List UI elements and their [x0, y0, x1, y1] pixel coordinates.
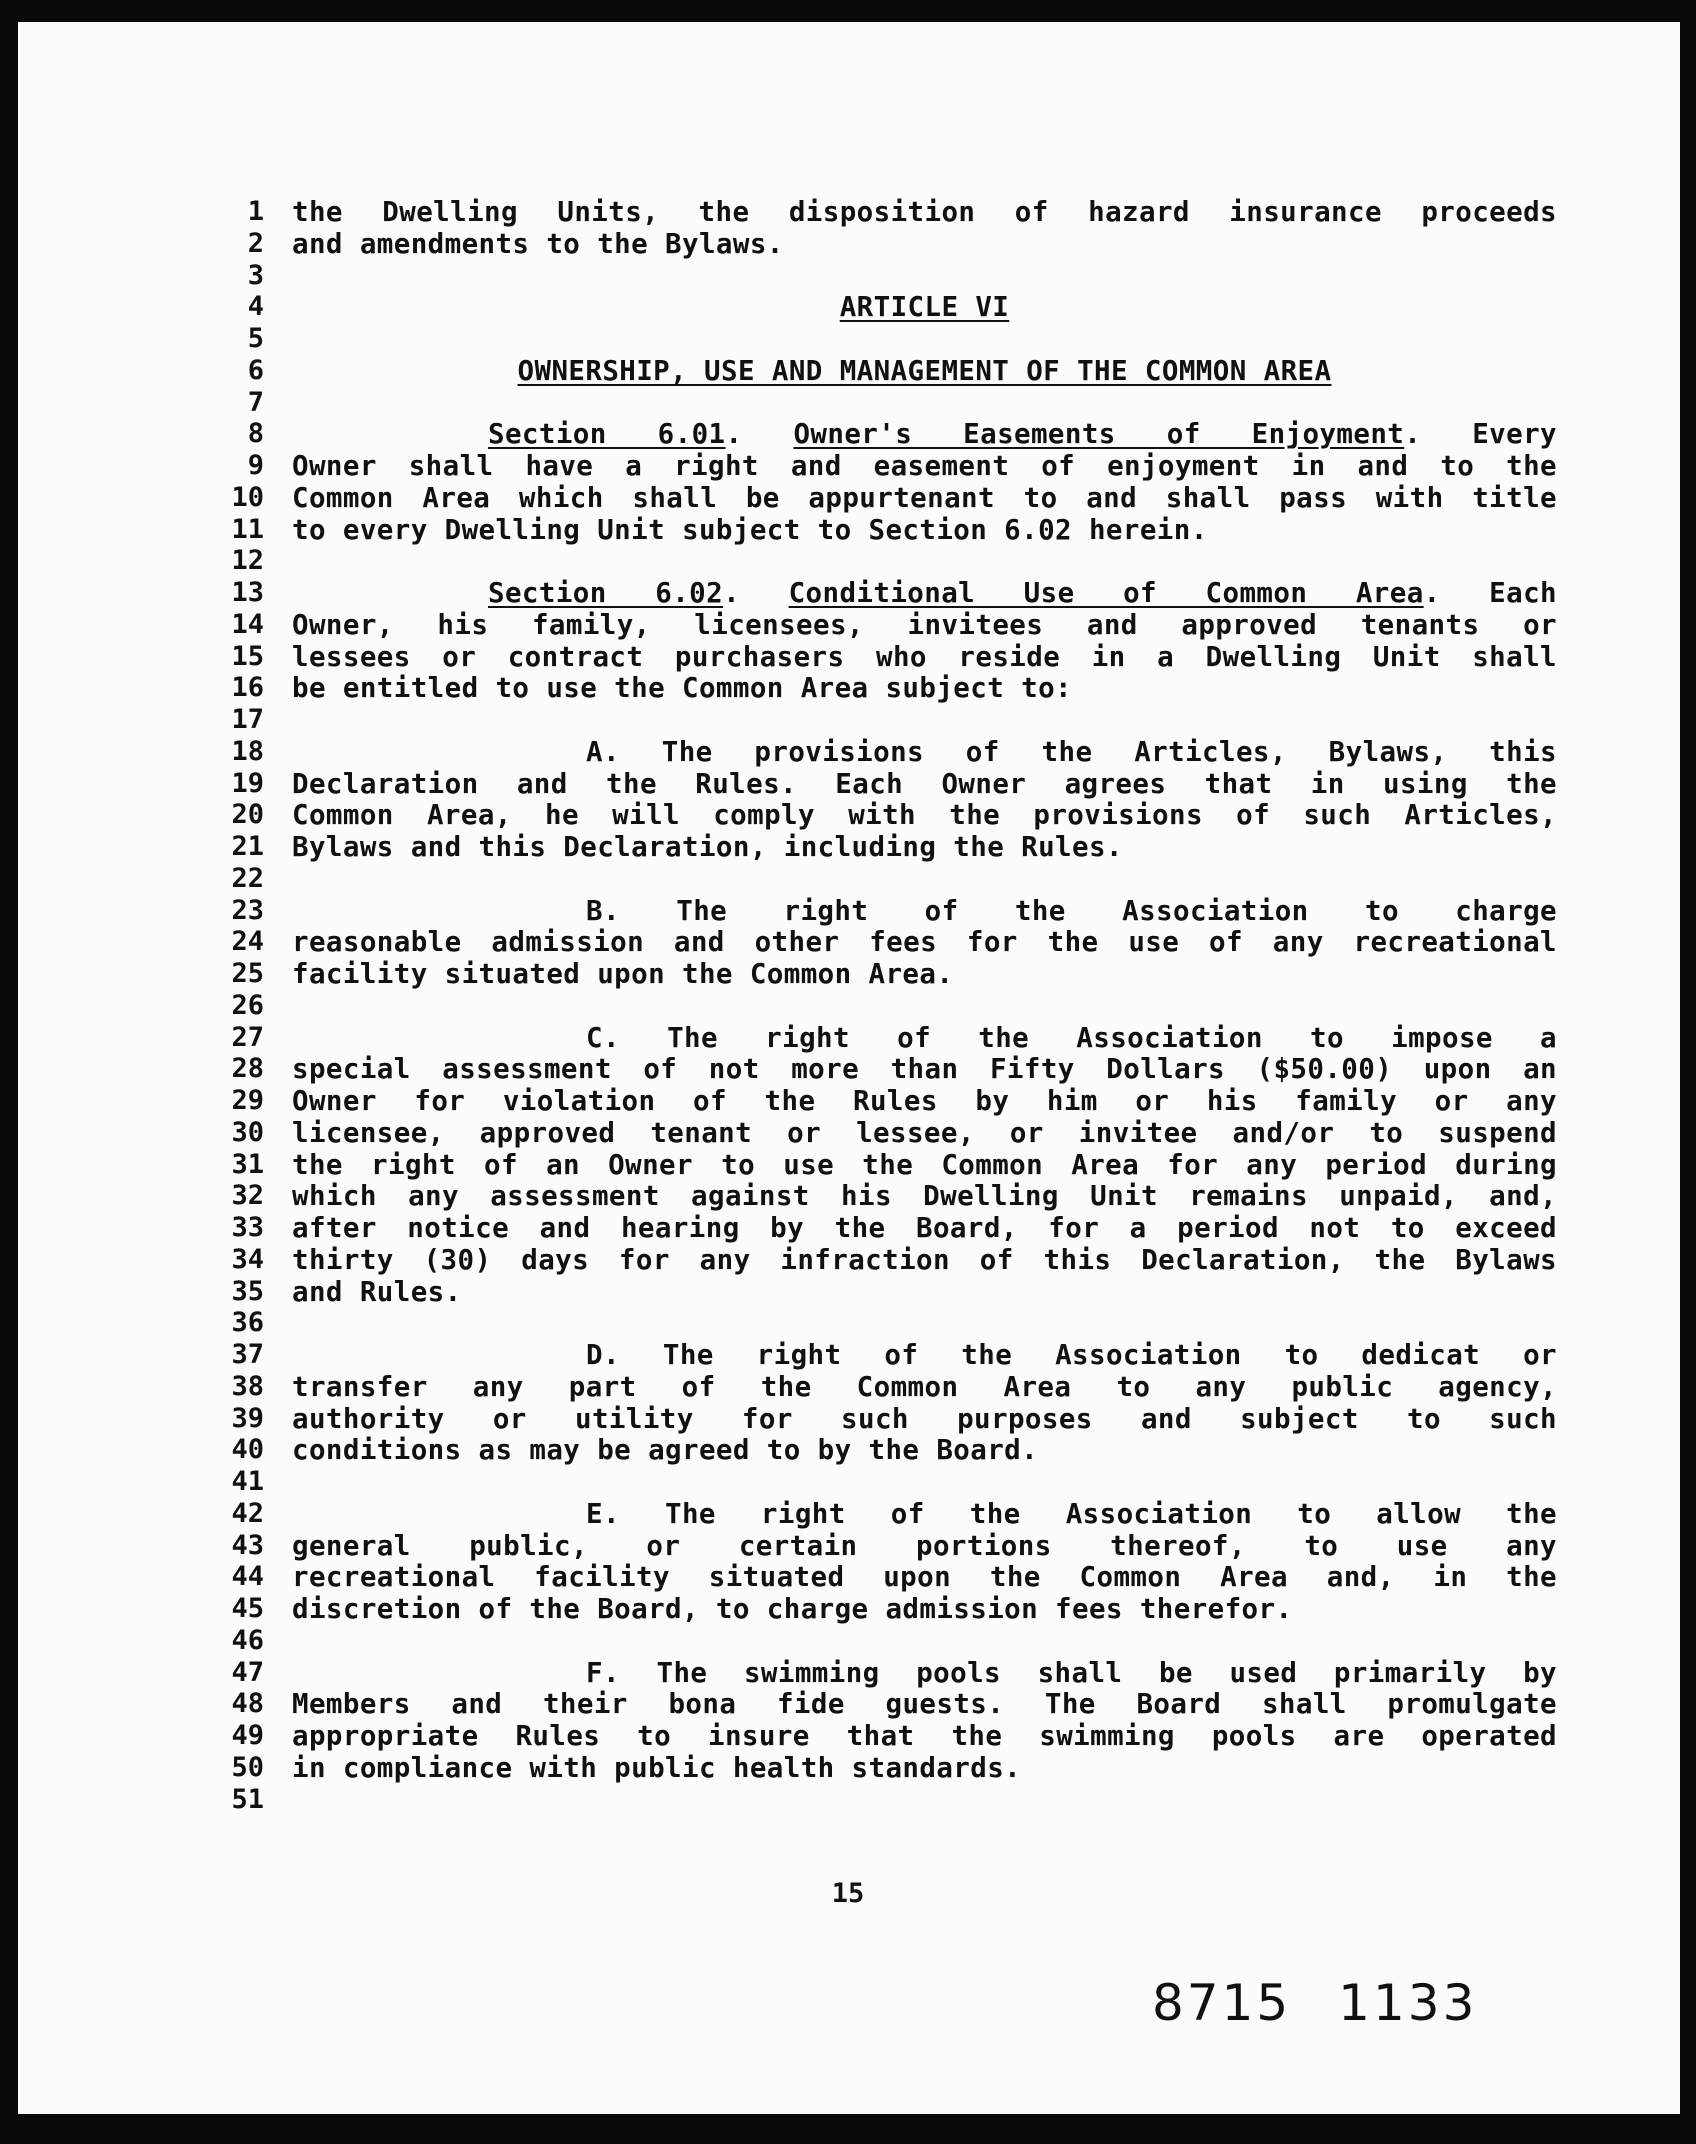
document-line: [0, 704, 1696, 736]
document-line: [0, 736, 1696, 768]
line-number: 49: [231, 1720, 264, 1751]
line-text: F. The swimming pools shall be used primarily by: [586, 1656, 1557, 1689]
document-line: [0, 1720, 1696, 1752]
line-text: Owner, his family, licensees, invitees and approved tenants or: [292, 608, 1557, 641]
line-text: which any assessment against his Dwelling Unit remains unpaid, and,: [292, 1180, 1557, 1213]
line-number: 28: [231, 1053, 264, 1085]
document-line: [0, 1466, 1696, 1498]
document-line: [0, 196, 1696, 228]
document-line: [0, 1625, 1696, 1657]
article-heading: ARTICLE VI: [839, 291, 1010, 324]
line-text: Declaration and the Rules. Each Owner agrees that in using the: [292, 767, 1557, 800]
document-line: [0, 1117, 1696, 1149]
line-text: authority or utility for such purposes and subject to such: [292, 1402, 1557, 1435]
section-number: Section 6.01: [488, 418, 726, 451]
line-text: E. The right of the Association to allow the: [586, 1497, 1557, 1530]
line-text: Section 6.01. Owner's Easements of Enjoyment. Every: [488, 418, 1557, 451]
line-text: discretion of the Board, to charge admission fees therefor.: [292, 1593, 1293, 1625]
document-line: [0, 1022, 1696, 1054]
line-number: 10: [231, 481, 264, 513]
line-text: facility situated upon the Common Area.: [292, 958, 954, 990]
line-text: conditions as may be agreed to by the Board.: [292, 1434, 1039, 1467]
line-text: [292, 291, 1557, 323]
line-number: 31: [231, 1148, 264, 1180]
line-number: 26: [231, 989, 264, 1021]
line-text: Owner shall have a right and easement of enjoyment in and to the: [292, 450, 1557, 482]
line-number: 40: [231, 1434, 264, 1466]
document-line: [0, 831, 1696, 863]
document-line: [0, 863, 1696, 895]
line-number: 7: [247, 386, 264, 418]
line-text: D. The right of the Association to dedicat or: [586, 1339, 1557, 1371]
line-number: 20: [231, 799, 264, 831]
line-number: 21: [231, 831, 264, 862]
line-text: licensee, approved tenant or lessee, or invitee and/or to suspend: [292, 1116, 1557, 1149]
document-line: [0, 1434, 1696, 1466]
document-line: [0, 1784, 1696, 1816]
document-line: [0, 1657, 1696, 1689]
line-number: 37: [231, 1339, 264, 1370]
line-number: 44: [231, 1561, 264, 1593]
section-title: Conditional Use of Common Area: [788, 577, 1424, 609]
document-line: [0, 1339, 1696, 1371]
line-number: 46: [231, 1624, 264, 1656]
line-number: 48: [231, 1688, 264, 1720]
line-number: 47: [231, 1656, 264, 1688]
document-line: [0, 1276, 1696, 1308]
document-line: [0, 958, 1696, 990]
document-line: [0, 799, 1696, 831]
document-line: [0, 355, 1696, 387]
line-text: to every Dwelling Unit subject to Section 6.02 herein.: [292, 513, 1208, 546]
line-text: Owner for violation of the Rules by him or his family or any: [292, 1085, 1557, 1117]
line-number: 42: [231, 1497, 264, 1529]
line-number: 15: [231, 640, 264, 672]
line-number: 17: [231, 704, 264, 735]
line-number: 22: [231, 862, 264, 894]
line-text: Common Area, he will comply with the provisions of such Articles,: [292, 799, 1557, 832]
document-line: [0, 1688, 1696, 1720]
line-text: A. The provisions of the Articles, Bylaws, this: [586, 735, 1557, 768]
line-number: 39: [231, 1402, 264, 1434]
line-number: 45: [231, 1593, 264, 1624]
line-number: 51: [231, 1783, 264, 1815]
document-line: [0, 1085, 1696, 1117]
line-number: 16: [231, 672, 264, 704]
line-text: Members and their bona fide guests. The Board shall promulgate: [292, 1688, 1557, 1721]
document-line: [0, 450, 1696, 482]
line-text: the Dwelling Units, the disposition of hazard insurance proceeds: [292, 196, 1557, 228]
document-line: [0, 1180, 1696, 1212]
document-line: [0, 260, 1696, 292]
scan-border-top: [0, 0, 1696, 22]
line-text: in compliance with public health standards.: [292, 1751, 1022, 1784]
document-line: [0, 323, 1696, 355]
line-text: Bylaws and this Declaration, including the Rules.: [292, 831, 1123, 863]
section-number: Section 6.02: [488, 577, 724, 609]
line-number: 35: [231, 1275, 264, 1307]
line-number: 29: [231, 1085, 264, 1116]
line-text: special assessment of not more than Fifty Dollars ($50.00) upon an: [292, 1053, 1557, 1086]
line-text: C. The right of the Association to impose a: [586, 1021, 1557, 1054]
line-text: general public, or certain portions thereof, to use any: [292, 1529, 1557, 1562]
page-number: 15: [831, 1878, 865, 1909]
line-text: reasonable admission and other fees for the use of any recreational: [292, 926, 1557, 959]
line-text: after notice and hearing by the Board, for a period not to exceed: [292, 1212, 1557, 1244]
document-line: [0, 418, 1696, 450]
document-line: [0, 1149, 1696, 1181]
line-text: thirty (30) days for any infraction of this Declaration, the Bylaws: [292, 1243, 1557, 1276]
line-number: 12: [231, 545, 264, 577]
line-number: 9: [247, 450, 264, 481]
document-line: [0, 1371, 1696, 1403]
document-line: [0, 1244, 1696, 1276]
document-line: [0, 228, 1696, 260]
document-line: [0, 1403, 1696, 1435]
document-line: [0, 1498, 1696, 1530]
line-number: 27: [231, 1021, 264, 1053]
line-number: 36: [231, 1307, 264, 1339]
line-number: 3: [247, 259, 264, 291]
document-line: [0, 545, 1696, 577]
line-number: 38: [231, 1370, 264, 1402]
document-line: [0, 291, 1696, 323]
document-line: [0, 1530, 1696, 1562]
line-number: 43: [231, 1529, 264, 1561]
line-text: and Rules.: [292, 1275, 462, 1308]
line-number: 32: [231, 1180, 264, 1212]
document-line: [0, 1053, 1696, 1085]
line-number: 25: [231, 958, 264, 989]
line-number: 14: [231, 608, 264, 640]
document-stamp-number: 8715 1133: [1152, 1974, 1478, 2032]
document-line: [0, 926, 1696, 958]
line-text: be entitled to use the Common Area subject to:: [292, 672, 1072, 705]
line-text: [292, 355, 1557, 387]
line-number: 33: [231, 1212, 264, 1243]
line-number: 24: [231, 926, 264, 958]
line-number: 23: [231, 894, 264, 926]
line-number: 50: [231, 1751, 264, 1783]
line-text: appropriate Rules to insure that the swimming pools are operated: [292, 1720, 1557, 1752]
line-text: B. The right of the Association to charge: [586, 894, 1557, 927]
line-text: Common Area which shall be appurtenant to and shall pass with title: [292, 481, 1557, 514]
document-line: [0, 609, 1696, 641]
document-line: [0, 641, 1696, 673]
document-line: [0, 482, 1696, 514]
document-line: [0, 1593, 1696, 1625]
line-text: transfer any part of the Common Area to any public agency,: [292, 1370, 1557, 1403]
line-number: 8: [247, 418, 264, 450]
line-number: 19: [231, 767, 264, 799]
document-line: [0, 1752, 1696, 1784]
line-text: and amendments to the Bylaws.: [292, 227, 784, 260]
line-text: Section 6.02. Conditional Use of Common Area. Each: [488, 577, 1557, 609]
document-line: [0, 1307, 1696, 1339]
line-number: 41: [231, 1466, 264, 1497]
line-text: lessees or contract purchasers who reside in a Dwelling Unit shall: [292, 640, 1557, 673]
document-line: [0, 1212, 1696, 1244]
document-line: [0, 514, 1696, 546]
line-number: 13: [231, 577, 264, 608]
line-text: recreational facility situated upon the Common Area and, in the: [292, 1561, 1557, 1594]
document-line: [0, 672, 1696, 704]
document-line: [0, 990, 1696, 1022]
document-line: [0, 768, 1696, 800]
line-number: 1: [247, 196, 264, 227]
line-number: 11: [231, 513, 264, 545]
line-number: 4: [247, 291, 264, 323]
document-line: [0, 1561, 1696, 1593]
document-line: [0, 577, 1696, 609]
line-number: 5: [247, 323, 264, 354]
scan-border-bottom: [0, 2114, 1696, 2144]
section-title: Owner's Easements of Enjoyment: [793, 418, 1405, 451]
document-line: [0, 387, 1696, 419]
document-line: [0, 895, 1696, 927]
line-text: the right of an Owner to use the Common Area for any period during: [292, 1148, 1557, 1181]
line-number: 6: [247, 354, 264, 386]
line-number: 2: [247, 227, 264, 259]
line-number: 34: [231, 1243, 264, 1275]
line-number: 18: [231, 735, 264, 767]
article-heading: OWNERSHIP, USE AND MANAGEMENT OF THE COMMON AREA: [517, 354, 1332, 387]
line-number: 30: [231, 1116, 264, 1148]
